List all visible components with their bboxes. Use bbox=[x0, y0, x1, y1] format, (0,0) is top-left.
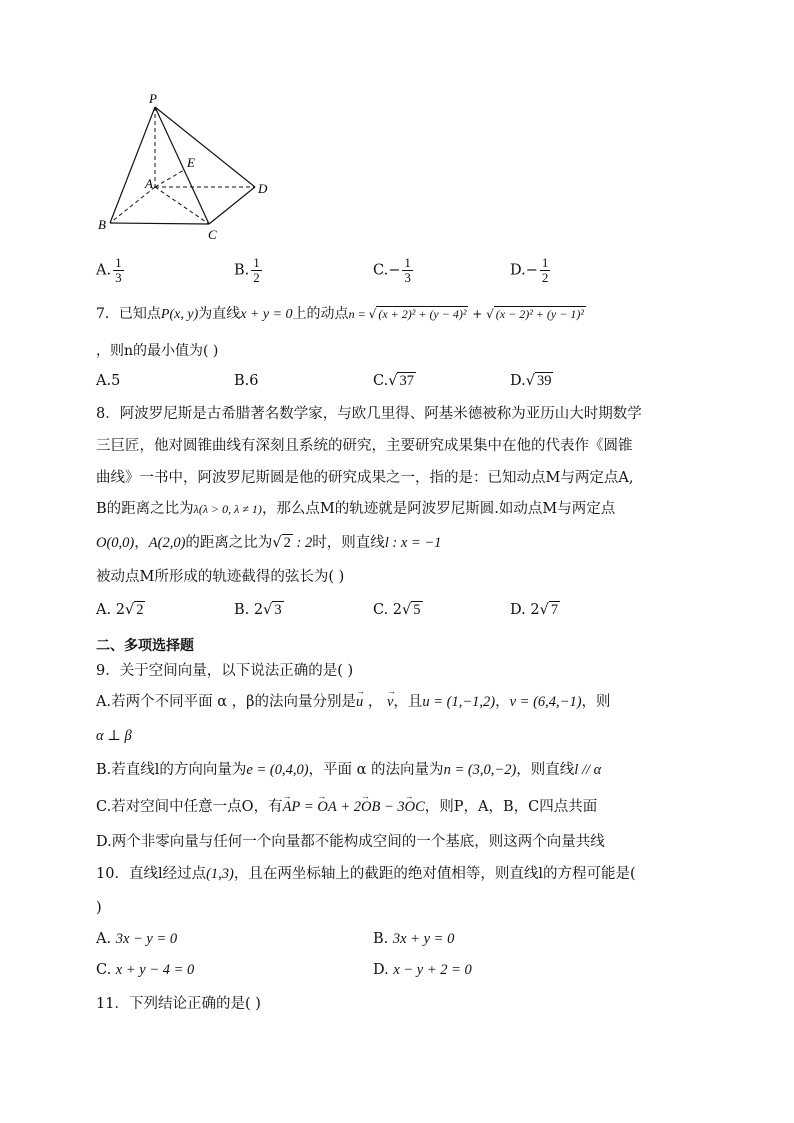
option-label: C. bbox=[373, 602, 389, 618]
denominator: 3 bbox=[115, 270, 122, 285]
equation: x − y + 2 = 0 bbox=[393, 962, 472, 978]
q6-option-b[interactable] bbox=[234, 256, 262, 285]
q7-option-a[interactable]: A.5 bbox=[96, 373, 121, 389]
numerator: 1 bbox=[404, 255, 411, 270]
option-label: A. bbox=[96, 931, 112, 947]
label-d: D bbox=[258, 181, 268, 196]
option-label: C. bbox=[373, 262, 389, 279]
text: 10．直线l经过点 bbox=[96, 866, 207, 882]
q9-stem: 9．关于空间向量，以下说法正确的是( ) bbox=[96, 663, 354, 679]
sqrt-ratio: √ 2 bbox=[272, 535, 291, 551]
option-label: C. bbox=[373, 373, 389, 389]
equation: 3x + y = 0 bbox=[392, 931, 455, 947]
text: ，则P，A，B，C四点共面 bbox=[424, 799, 598, 815]
q9-option-d[interactable]: D.两个非零向量与任何一个向量都不能构成空间的一个基底，则这两个向量共线 bbox=[96, 834, 605, 850]
text: = bbox=[300, 799, 318, 815]
text: 上的动点 bbox=[292, 306, 349, 322]
q8-line-4 bbox=[96, 499, 615, 519]
q10-stem-cont: ) bbox=[96, 900, 102, 916]
plus: + bbox=[468, 307, 487, 321]
q8-line-2: 三巨匠，他对圆锥曲线有深刻且系统的研究，主要研究成果集中在他的代表作《圆锥 bbox=[96, 438, 633, 454]
vector-oa: → OA bbox=[317, 797, 336, 817]
vector-u: → u bbox=[356, 692, 363, 712]
text: ， bbox=[363, 694, 387, 710]
q7-option-b[interactable]: B.6 bbox=[234, 373, 259, 389]
q8-option-c[interactable]: C. 2√ 5 bbox=[373, 602, 421, 618]
option-label: D. bbox=[510, 602, 526, 618]
label-c: C bbox=[208, 227, 217, 242]
text: 的距离之比为 bbox=[185, 535, 273, 551]
q10-option-c[interactable] bbox=[96, 960, 194, 980]
q7-stem bbox=[96, 304, 586, 325]
edge-ae bbox=[155, 170, 184, 187]
edge-bc bbox=[110, 223, 209, 224]
option-label: A. bbox=[96, 602, 112, 618]
option-label: C. bbox=[96, 962, 112, 978]
text: ，且在两坐标轴上的截距的绝对值相等，则直线l的方程可能是( bbox=[233, 866, 636, 882]
numerator: 1 bbox=[115, 255, 122, 270]
vector-ob: → OB bbox=[361, 797, 380, 817]
q9-option-c[interactable] bbox=[96, 797, 597, 817]
math-point: (1,3) bbox=[206, 866, 234, 882]
text: B的距离之比为 bbox=[96, 501, 194, 517]
text: ，则 bbox=[581, 694, 611, 710]
denominator: 3 bbox=[404, 270, 411, 285]
math-n-value: n = (3,0,−2) bbox=[443, 762, 517, 778]
numerator: 1 bbox=[541, 255, 549, 270]
radicand: 3 bbox=[274, 602, 282, 618]
q6-option-c[interactable] bbox=[373, 256, 413, 285]
pyramid-figure bbox=[92, 90, 282, 245]
option-label: B. bbox=[234, 262, 250, 279]
text: ，平面 α 的法向量为 bbox=[308, 762, 444, 778]
text: 7．已知点 bbox=[96, 306, 161, 322]
coef: 2 bbox=[115, 602, 125, 618]
radicand: 39 bbox=[536, 373, 552, 389]
q8-line-5 bbox=[96, 533, 441, 553]
text: ，则直线 bbox=[516, 762, 575, 778]
q7-option-d[interactable]: D.√ 39 bbox=[510, 373, 552, 389]
text: ，且 bbox=[393, 694, 423, 710]
coef: 2 bbox=[392, 602, 403, 618]
q11-stem: 11．下列结论正确的是( ) bbox=[96, 996, 261, 1012]
q7-option-c[interactable]: C.√ 37 bbox=[373, 373, 414, 389]
radicand: 2 bbox=[283, 535, 291, 551]
q8-line-3: 曲线》一书中，阿波罗尼斯圆是他的研究成果之一，指的是：已知动点M与两定点A, bbox=[96, 470, 634, 486]
numerator: 1 bbox=[253, 255, 260, 270]
edge-pc bbox=[155, 107, 209, 224]
denominator: 2 bbox=[541, 270, 549, 285]
math-line: x + y = 0 bbox=[240, 307, 293, 322]
text: B.若直线l的方向向量为 bbox=[96, 762, 247, 778]
text: C.若对空间中任意一点O，有 bbox=[96, 799, 283, 815]
q8-option-d[interactable]: D. 2√ 7 bbox=[510, 602, 559, 618]
coef: 2 bbox=[253, 602, 264, 618]
math-point: P(x, y) bbox=[160, 307, 199, 322]
q6-option-a[interactable] bbox=[96, 256, 124, 285]
q9-option-a[interactable] bbox=[96, 692, 611, 712]
math-lambda: λ(λ > 0, λ ≠ 1) bbox=[193, 502, 262, 516]
q8-option-a[interactable]: A. 2√ 2 bbox=[96, 602, 144, 618]
math-point-a: A(2,0) bbox=[148, 535, 186, 551]
radicand: 2 bbox=[136, 602, 144, 618]
math-e-value: e = (0,4,0) bbox=[246, 762, 309, 778]
label-e: E bbox=[187, 155, 195, 170]
math-point-o: O(0,0) bbox=[96, 535, 135, 551]
fraction bbox=[113, 256, 124, 285]
sqrt-1: √ (x + 2)² + (y − 4)² bbox=[368, 307, 467, 321]
edge-cd bbox=[209, 187, 255, 224]
radicand: 7 bbox=[550, 602, 559, 618]
label-a: A bbox=[145, 176, 153, 191]
option-label: D. bbox=[510, 262, 526, 279]
section-heading: 二、多项选择题 bbox=[96, 638, 194, 654]
math-v-value: v = (6,4,−1) bbox=[509, 694, 582, 710]
q7-stem-cont: ，则n的最小值为( ) bbox=[96, 343, 219, 359]
text: ，那么点M的轨迹就是阿波罗尼斯圆.如动点M与两定点 bbox=[261, 501, 616, 517]
label-b: B bbox=[98, 217, 106, 232]
option-label: B. bbox=[234, 602, 250, 618]
q10-option-a[interactable] bbox=[96, 929, 177, 949]
q10-stem bbox=[96, 864, 636, 884]
q9-option-b[interactable] bbox=[96, 760, 601, 780]
equation: 3x − y = 0 bbox=[115, 931, 178, 947]
text: − 3 bbox=[380, 799, 405, 815]
math-line-l: l : x = −1 bbox=[384, 535, 442, 551]
text: ， bbox=[134, 535, 149, 551]
text: 为直线 bbox=[198, 306, 241, 322]
ratio-rest: : 2 bbox=[292, 535, 313, 551]
math-u-value: u = (1,−1,2) bbox=[422, 694, 496, 710]
minus-sign: − bbox=[525, 262, 538, 279]
radicand: 5 bbox=[413, 602, 421, 618]
edge-pd bbox=[155, 107, 255, 187]
minus-sign: − bbox=[388, 262, 401, 279]
vector-ap: → AP bbox=[283, 797, 301, 817]
fraction bbox=[402, 256, 413, 285]
q10-option-b[interactable] bbox=[373, 929, 454, 949]
option-label: A. bbox=[96, 262, 112, 279]
vector-v: → v bbox=[387, 692, 393, 712]
label-p: P bbox=[149, 91, 157, 106]
math-n: n = bbox=[348, 307, 369, 321]
coef: 2 bbox=[530, 602, 540, 618]
option-label: D. bbox=[373, 962, 389, 978]
math-parallel: l // α bbox=[574, 762, 602, 778]
equation: x + y − 4 = 0 bbox=[115, 962, 195, 978]
q8-option-b[interactable]: B. 2√ 3 bbox=[234, 602, 282, 618]
text: + 2 bbox=[336, 799, 361, 815]
sqrt-2: √ (x − 2)² + (y − 1)² bbox=[486, 307, 584, 321]
option-label: B. bbox=[373, 931, 389, 947]
vector-oc: → OC bbox=[405, 797, 425, 817]
q9-option-a-cont: α ⊥ β bbox=[96, 728, 132, 744]
radicand: 37 bbox=[399, 373, 414, 389]
text: 时，则直线 bbox=[312, 535, 385, 551]
option-label: D. bbox=[510, 373, 526, 389]
denominator: 2 bbox=[253, 270, 260, 285]
fraction bbox=[540, 256, 551, 285]
q6-option-d[interactable] bbox=[510, 256, 550, 285]
radicand: (x + 2)² + (y − 4)² bbox=[378, 307, 467, 321]
text: A.若两个不同平面 α ，β的法向量分别是 bbox=[96, 694, 356, 710]
fraction bbox=[251, 256, 262, 285]
q8-line-6: 被动点M所形成的轨迹截得的弦长为( ) bbox=[96, 569, 345, 585]
q8-line-1: 8．阿波罗尼斯是古希腊著名数学家，与欧几里得、阿基米德被称为亚历山大时期数学 bbox=[96, 406, 642, 422]
text: ， bbox=[495, 694, 510, 710]
radicand: (x − 2)² + (y − 1)² bbox=[495, 307, 584, 321]
q10-option-d[interactable] bbox=[373, 960, 472, 980]
